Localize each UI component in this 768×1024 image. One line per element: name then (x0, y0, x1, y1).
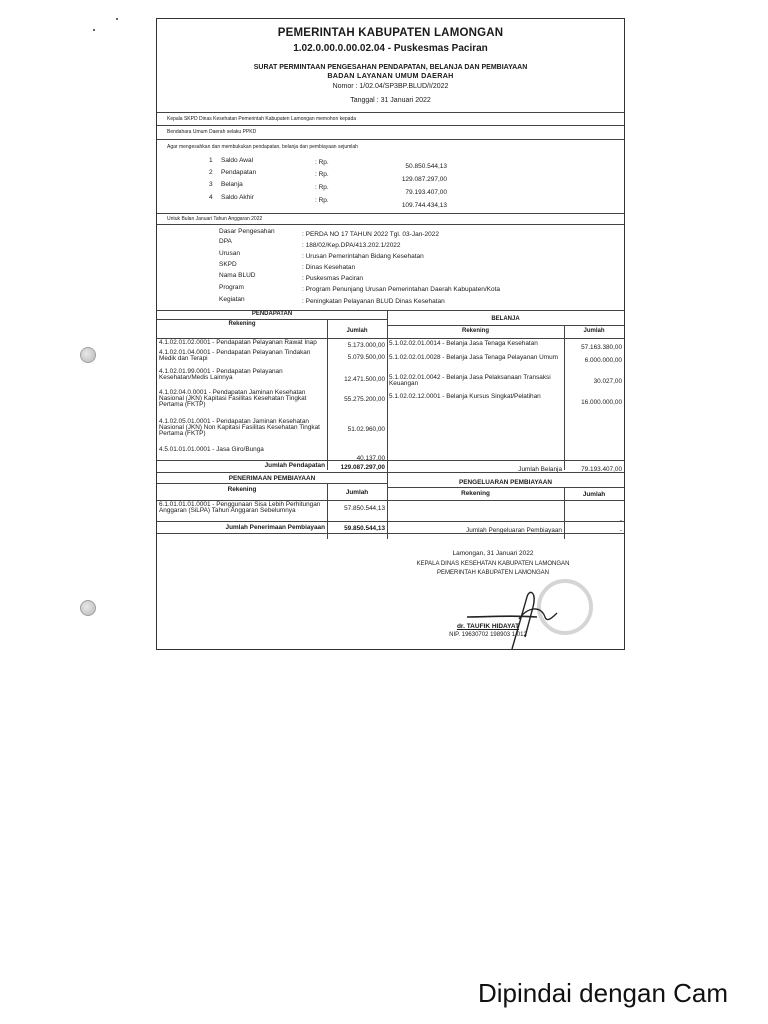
saldo-rp: : Rp. (315, 184, 329, 191)
table-row: 5.1.02.02.01.0014 - Belanja Jasa Tenaga Kesehatan (389, 340, 538, 347)
period-text: Untuk Bulan Januari Tahun Anggaran 2022 (167, 216, 263, 222)
pengeluaran-title: PENGELUARAN PEMBIAYAAN (459, 479, 552, 486)
table-row: 4.1.02.01.99.0001 - Pendapatan Pelayanan Kesehatan/Medis Lainnya (159, 368, 283, 382)
table-row: 4.1.02.01.04.0001 - Pendapatan Pelayanan Tindakan Medik dan Terapi (159, 349, 311, 363)
basis-value: : Puskesmas Paciran (302, 275, 364, 282)
header-nomor: Nomor : 1/02.04/SP3BP.BLUD/I/2022 (332, 83, 449, 90)
pengeluaran-col-jumlah: Jumlah (582, 491, 606, 498)
scanner-watermark: Dipindai dengan Cam (478, 978, 729, 1008)
table-cell: 57.163.380,00 (581, 344, 622, 351)
pendapatan-total: 129.087.297,00 (340, 464, 385, 471)
table-row: 4.1.02.04.0.0001 - Pendapatan Jaminan Kesehatan Nasional (JKN) Kapitasi Fasilitas Kesehatan Tingkat Pertama (FKTP) (159, 389, 307, 409)
saldo-value: 109.744.434,13 (401, 202, 447, 209)
header-line3: SURAT PERMINTAAN PENGESAHAN PENDAPATAN, BELANJA DAN PEMBIAYAAN (253, 64, 528, 71)
basis-label: DPA (219, 238, 232, 245)
saldo-label: Belanja (221, 181, 243, 188)
table-cell: 40.137,00 (356, 455, 385, 462)
punch-hole-bottom (80, 600, 96, 616)
pendapatan-title: PENDAPATAN (251, 311, 293, 317)
pengeluaran-col-rekening: Rekening (461, 490, 490, 497)
punch-hole-top (80, 347, 96, 363)
basis-value: : Peningkatan Pelayanan BLUD Dinas Kesehatan (302, 298, 445, 305)
table-cell: 6.000.000,00 (584, 357, 622, 364)
saldo-label: Saldo Awal (221, 157, 254, 164)
basis-label: SKPD (219, 261, 237, 268)
intro-to-line: Kepala SKPD Dinas Kesehatan Pemerintah Kabupaten Lamongan memohon kepada (167, 116, 357, 122)
saldo-value: 79.193.407,00 (405, 189, 447, 196)
saldo-no: 3 (209, 181, 213, 188)
document-page (156, 18, 625, 650)
saldo-value: 50.850.544,13 (405, 163, 447, 170)
table-row: 5.1.02.02.01.0028 - Belanja Jasa Tenaga Pelayanan Umum (389, 354, 558, 361)
header-line4: BADAN LAYANAN UMUM DAERAH (327, 71, 454, 80)
basis-label: Kegiatan (219, 296, 245, 303)
header-tanggal: Tanggal : 31 Januari 2022 (350, 97, 431, 104)
scan-speck (116, 18, 118, 20)
penerimaan-col-rekening: Rekening (227, 486, 257, 493)
belanja-title: BELANJA (491, 316, 520, 322)
belanja-col-jumlah: Jumlah (583, 328, 605, 334)
pendapatan-col-rekening: Rekening (228, 321, 256, 327)
signature-name: dr. TAUFIK HIDAYAT (456, 623, 520, 630)
pendapatan-col-jumlah: Jumlah (346, 328, 368, 334)
intro-bendahara: Bendahara Umum Daerah selaku PPKD (167, 129, 257, 135)
basis-label: Urusan (219, 250, 240, 257)
signature-scribble (457, 577, 597, 657)
scan-speck (93, 29, 95, 31)
table-row: 5.1.02.02.12.0001 - Belanja Kursus Singkat/Pelatihan (389, 393, 541, 400)
belanja-col-rekening: Rekening (461, 328, 489, 334)
table-cell: 55.275.200,00 (344, 396, 385, 403)
table-row: 4.1.02.05.01.0001 - Pendapatan Jaminan Kesehatan Nasional (JKN) Non Kapitasi Fasilitas Kesehatan Tingkat Pertama (FKTP) (159, 418, 320, 438)
penerimaan-total: 59.850.544,13 (344, 525, 385, 532)
saldo-label: Pendapatan (221, 169, 257, 176)
basis-value: : Dinas Kesehatan (302, 264, 356, 271)
basis-value: : Program Penunjang Urusan Pemerintahan Daerah Kabupaten/Kota (302, 286, 501, 293)
saldo-no: 2 (209, 169, 213, 176)
saldo-label: Saldo Akhir (221, 194, 254, 201)
saldo-rp: : Rp. (315, 171, 329, 178)
saldo-rp: : Rp. (315, 197, 329, 204)
saldo-value: 129.087.297,00 (401, 176, 447, 183)
belanja-total-label: Jumlah Belanja (518, 466, 562, 473)
penerimaan-total-label: Jumlah Penerimaan Pembiayaan (225, 524, 325, 531)
intro-request: Agar mengesahkan dan membukukan pendapatan, belanja dan pembiayaan sejumlah (167, 144, 358, 150)
basis-value: : PERDA NO 17 TAHUN 2022 Tgl. 03-Jan-2022 (302, 231, 439, 238)
signature-role1: KEPALA DINAS KESEHATAN KABUPATEN LAMONGAN (416, 561, 570, 567)
table-cell: 57.850.544,13 (344, 505, 385, 512)
signature-place-date: Lamongan, 31 Januari 2022 (452, 550, 534, 557)
table-row: 4.5.01.01.01.0001 - Jasa Giro/Bunga (159, 446, 264, 453)
saldo-rp: : Rp. (315, 159, 329, 166)
penerimaan-col-jumlah: Jumlah (345, 489, 369, 496)
table-cell: 12.471.500,00 (344, 376, 385, 383)
table-row: 6.1.01.01.01.0001 - Penggunaan Sisa Lebih Perhitungan Anggaran (SiLPA) Tahun Anggaran Sebelumnya (159, 501, 321, 515)
signature-role2: PEMERINTAH KABUPATEN LAMONGAN (436, 570, 550, 576)
table-row: 5.1.02.02.01.0042 - Belanja Jasa Pelaksanaan Transaksi Keuangan (389, 374, 551, 388)
penerimaan-title: PENERIMAAN PEMBIAYAAN (228, 475, 316, 482)
table-row: 4.1.02.01.02.0001 - Pendapatan Pelayanan Rawat Inap (159, 339, 317, 346)
belanja-total: 79.193.407,00 (581, 466, 622, 473)
saldo-no: 4 (209, 194, 213, 201)
basis-label: Program (219, 284, 244, 291)
table-cell: - (619, 517, 622, 524)
basis-value: : 188/02/Kep.DPA/413.202.1/2022 (302, 242, 401, 249)
pendapatan-total-label: Jumlah Pendapatan (264, 462, 325, 469)
table-cell: 5.173.000,00 (347, 342, 385, 349)
saldo-no: 1 (209, 157, 213, 164)
table-cell: 5.079.500,00 (347, 354, 385, 361)
header-line1: PEMERINTAH KABUPATEN LAMONGAN (277, 27, 504, 39)
table-cell: 51.02.960,00 (347, 426, 385, 433)
pengeluaran-total-label: Jumlah Pengeluaran Pembiayaan (466, 527, 562, 534)
basis-label: Dasar Pengesahan (219, 228, 275, 235)
header-line2: 1.02.0.00.0.00.02.04 - Puskesmas Paciran (293, 43, 488, 54)
pengeluaran-total: - (619, 527, 622, 534)
table-cell: 16.000.000,00 (581, 399, 622, 406)
basis-value: : Urusan Pemerintahan Bidang Kesehatan (302, 253, 424, 260)
signature-nip: NIP. 19630702 198903 1 012 (449, 632, 527, 638)
basis-label: Nama BLUD (219, 272, 256, 279)
table-cell: 30.027,00 (593, 378, 622, 385)
